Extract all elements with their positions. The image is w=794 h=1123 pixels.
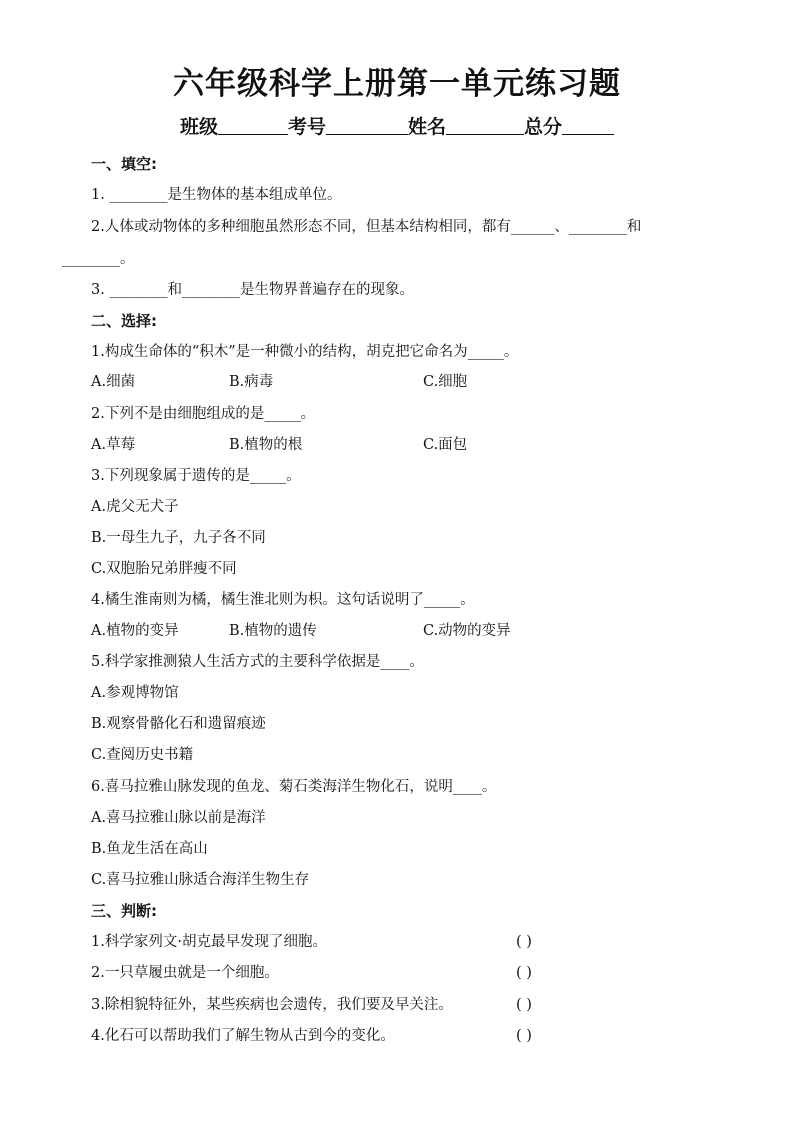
choice-question-6: 6.喜马拉雅山脉发现的鱼龙、菊石类海洋生物化石，说明____。 [91,779,497,795]
choice-5-option-a: A.参观博物馆 [91,685,179,701]
choice-2-option-c: C.面包 [423,437,468,453]
number-label: 考号 [287,116,326,138]
judgment-answer-4: ( ) [516,1028,532,1044]
choice-6-option-c: C.喜马拉雅山脉适合海洋生物生存 [91,872,310,888]
choice-1-option-a: A.细菌 [91,374,136,390]
section-heading-judgment: 三、判断: [91,902,157,920]
choice-3-option-b: B.一母生九子，九子各不同 [91,530,266,546]
choice-question-5: 5.科学家推测猿人生活方式的主要科学依据是____。 [91,654,424,670]
score-label: 总分 [524,116,563,138]
choice-1-option-c: C.细胞 [423,374,468,390]
choice-1-option-b: B.病毒 [229,374,274,390]
choice-6-option-b: B.鱼龙生活在高山 [91,841,208,857]
choice-3-option-a: A.虎父无犬子 [91,499,179,515]
choice-question-4: 4.橘生淮南则为橘，橘生淮北则为枳。这句话说明了_____。 [91,592,475,608]
judgment-answer-3: ( ) [516,997,532,1013]
choice-2-option-a: A.草莓 [91,437,136,453]
judgment-question-3: 3.除相貌特征外，某些疾病也会遗传，我们要及早关注。 [91,997,453,1013]
choice-2-option-b: B.植物的根 [229,437,303,453]
judgment-question-4: 4.化石可以帮助我们了解生物从古到今的变化。 [91,1028,395,1044]
number-blank [326,116,408,135]
judgment-answer-2: ( ) [516,965,532,981]
judgment-answer-1: ( ) [516,934,532,950]
class-label: 班级 [179,116,218,138]
section-heading-fill-blank: 一、填空: [91,155,157,173]
choice-5-option-b: B.观察骨骼化石和遗留痕迹 [91,716,266,732]
choice-question-3: 3.下列现象属于遗传的是_____。 [91,468,301,484]
choice-question-2: 2.下列不是由细胞组成的是_____。 [91,406,316,422]
choice-question-1: 1.构成生命体的“积木”是一种微小的结构，胡克把它命名为_____。 [91,344,519,360]
class-blank [218,116,288,135]
choice-5-option-c: C.查阅历史书籍 [91,747,194,763]
fill-question-2-continued: ________。 [62,251,135,267]
choice-4-option-b: B.植物的遗传 [229,623,317,639]
name-blank [446,116,524,135]
name-label: 姓名 [408,116,447,138]
page-title: 六年级科学上册第一单元练习题 [173,66,621,102]
student-info-line [0,112,794,139]
choice-3-option-c: C.双胞胎兄弟胖瘦不同 [91,561,237,577]
fill-question-3: 3. ________和________是生物界普遍存在的现象。 [91,282,414,298]
judgment-question-2: 2.一只草履虫就是一个细胞。 [91,965,279,981]
choice-4-option-a: A.植物的变异 [91,623,179,639]
score-blank [562,116,614,135]
section-heading-choice: 二、选择: [91,312,157,330]
fill-question-2: 2.人体或动物体的多种细胞虽然形态不同，但基本结构相同，都有______、________和 [91,219,642,235]
judgment-question-1: 1.科学家列文·胡克最早发现了细胞。 [91,934,327,950]
choice-6-option-a: A.喜马拉雅山脉以前是海洋 [91,810,266,826]
choice-4-option-c: C.动物的变异 [423,623,511,639]
fill-question-1: 1. ________是生物体的基本组成单位。 [91,187,342,203]
